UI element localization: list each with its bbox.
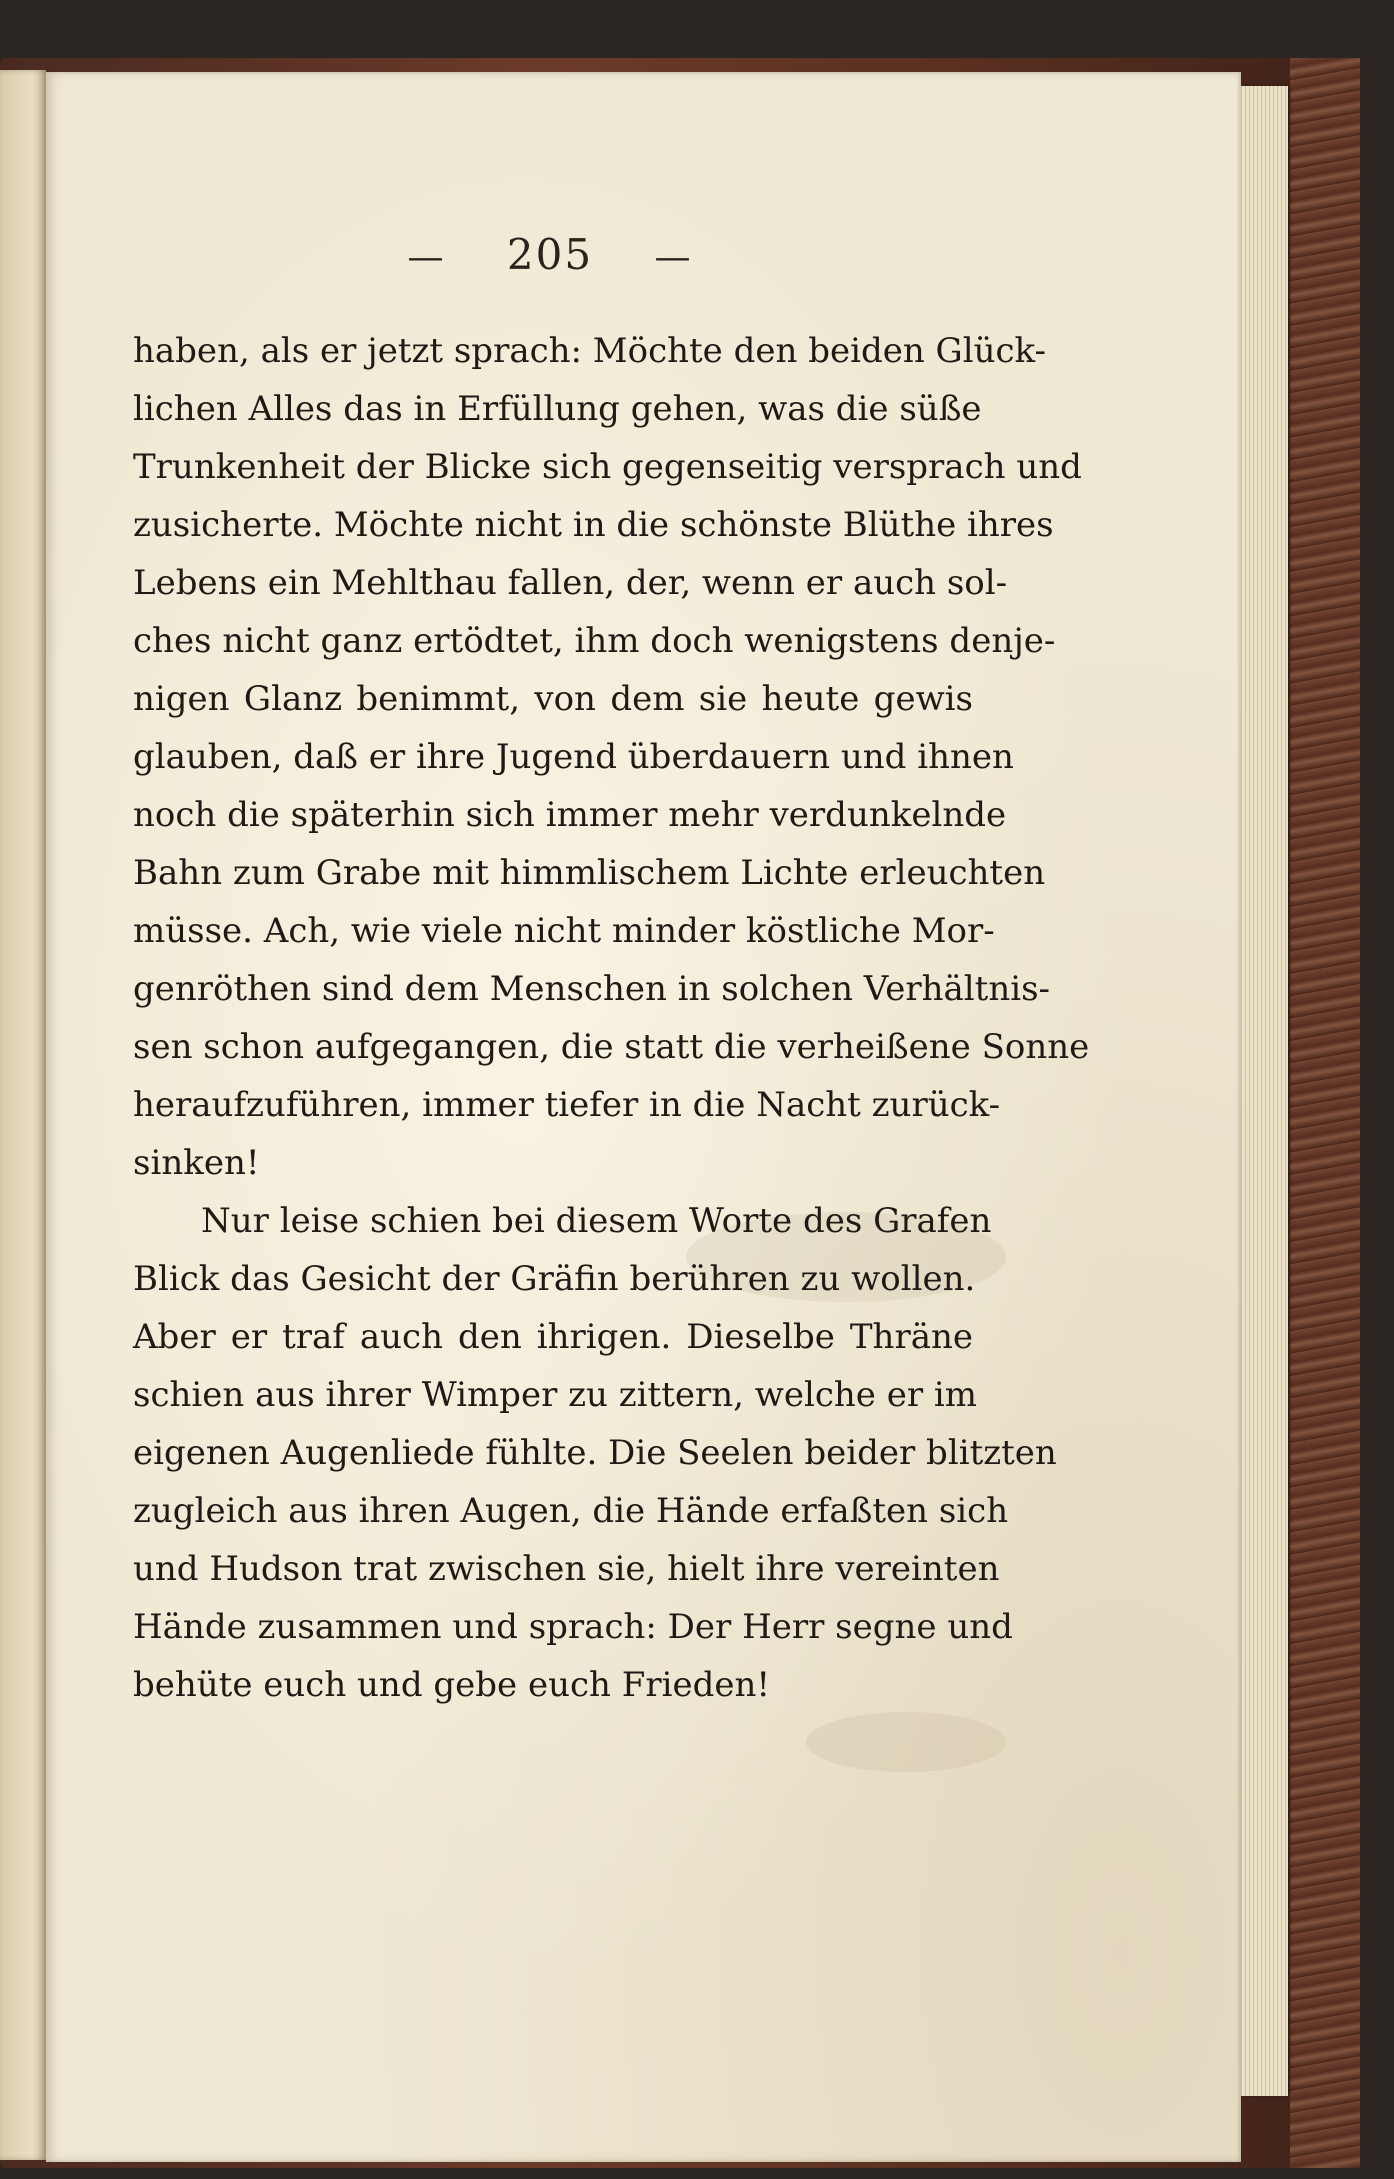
page-header xyxy=(400,230,700,286)
text-line: glauben, daß er ihre Jugend überdauern und ihnen xyxy=(133,737,1014,777)
text-line: schien aus ihrer Wimper zu zittern, welche er im xyxy=(133,1375,978,1415)
text-line: noch die späterhin sich immer mehr verdunkelnde xyxy=(133,795,1007,835)
text-line: haben, als er jetzt sprach: Möchte den beiden Glück- xyxy=(133,331,1047,371)
text-line: und Hudson trat zwischen sie, hielt ihre vereinten xyxy=(133,1549,1000,1589)
page-number: 205 xyxy=(506,230,594,279)
text-line: lichen Alles das in Erfüllung gehen, was die süße xyxy=(133,389,982,429)
marbled-cover-edge xyxy=(1290,58,1360,2168)
paragraph xyxy=(133,322,1090,1192)
text-line: zugleich aus ihren Augen, die Hände erfaßten sich xyxy=(133,1491,1009,1531)
text-line: Nur leise schien bei diesem Worte des Grafen xyxy=(201,1201,992,1241)
text-line: Trunkenheit der Blicke sich gegenseitig versprach und xyxy=(133,447,1082,487)
text-line: heraufzuführen, immer tiefer in die Nacht zurück- xyxy=(133,1085,1001,1125)
text-line: Lebens ein Mehlthau fallen, der, wenn er auch sol- xyxy=(133,563,1008,603)
previous-page-edge xyxy=(0,70,46,2160)
text-line: ches nicht ganz ertödtet, ihm doch wenigstens denje- xyxy=(133,621,1056,661)
text-line: behüte euch und gebe euch Frieden! xyxy=(133,1665,771,1705)
text-line: nigen Glanz benimmt, von dem sie heute gewis xyxy=(133,679,973,719)
body-text xyxy=(133,322,1090,1714)
bleed-through-smudge xyxy=(806,1712,1006,1772)
text-line: Blick das Gesicht der Gräfin berühren zu wollen. xyxy=(133,1259,976,1299)
text-line: Bahn zum Grabe mit himmlischem Lichte erleuchten xyxy=(133,853,1046,893)
text-line: sen schon aufgegangen, die statt die verheißene Sonne xyxy=(133,1027,1090,1067)
header-dash-right: — xyxy=(654,237,693,278)
text-line: eigenen Augenliede fühlte. Die Seelen beider blitzten xyxy=(133,1433,1057,1473)
header-dash-left: — xyxy=(407,237,446,278)
text-line: genröthen sind dem Menschen in solchen Verhältnis- xyxy=(133,969,1051,1009)
text-line: Aber er traf auch den ihrigen. Dieselbe Thräne xyxy=(133,1317,973,1357)
text-line: zusicherte. Möchte nicht in die schönste Blüthe ihres xyxy=(133,505,1054,545)
text-line: sinken! xyxy=(133,1143,260,1183)
text-line: Hände zusammen und sprach: Der Herr segne und xyxy=(133,1607,1013,1647)
text-line: müsse. Ach, wie viele nicht minder köstliche Mor- xyxy=(133,911,995,951)
paragraph xyxy=(133,1192,1057,1714)
